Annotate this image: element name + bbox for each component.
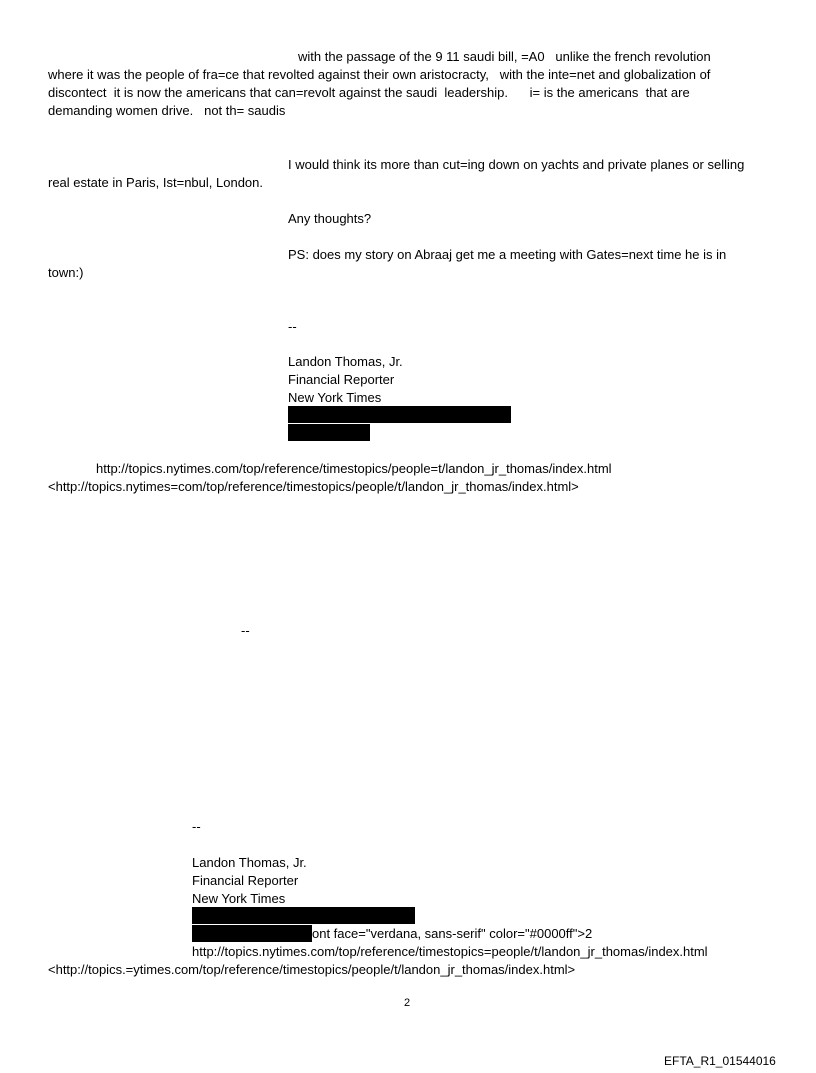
body-ps-line2: town:): [48, 265, 84, 280]
body-paragraph2-line2: real estate in Paris, Ist=nbul, London.: [48, 175, 263, 190]
redaction-block: [288, 406, 511, 423]
body-paragraph1-line3: discontect it is now the americans that can=revolt against the saudi leadership. i= is the americans that are: [48, 85, 690, 100]
body-thoughts-line: Any thoughts?: [288, 211, 372, 226]
signature1-name: Landon Thomas, Jr.: [288, 354, 403, 369]
bates-number: EFTA_R1_01544016: [664, 1054, 776, 1068]
signature2-dashes: --: [192, 819, 201, 834]
body-paragraph1-line1: with the passage of the 9 11 saudi bill, =A0 unlike the french revolution: [298, 49, 711, 64]
redaction-block: [192, 907, 415, 924]
body-paragraph1-line2: where it was the people of fra=ce that revolted against their own aristocracty, with the inte=net and globalization of: [48, 67, 711, 82]
signature1-title: Financial Reporter: [288, 372, 395, 387]
link1-url[interactable]: http://topics.nytimes.com/top/reference/timestopics/people=t/landon_jr_thomas/index.html: [96, 461, 612, 476]
signature2-org: New York Times: [192, 891, 286, 906]
link2-url-bracketed[interactable]: <http://topics.=ytimes.com/top/reference/timestopics/people/t/landon_jr_thomas/index.html>: [48, 962, 576, 977]
signature2-font-fragment: ont face="verdana, sans-serif" color="#0000ff">2: [312, 926, 593, 941]
link1-url-bracketed[interactable]: <http://topics.nytimes=com/top/reference/timestopics/people/t/landon_jr_thomas/index.html>: [48, 479, 579, 494]
signature1-dashes: --: [288, 319, 297, 334]
page-number: 2: [404, 997, 411, 1009]
signature2-name: Landon Thomas, Jr.: [192, 855, 307, 870]
signature2-title: Financial Reporter: [192, 873, 299, 888]
separator-dashes: --: [241, 623, 250, 638]
redaction-block: [288, 424, 370, 441]
signature1-org: New York Times: [288, 390, 382, 405]
body-paragraph2-line1: I would think its more than cut=ing down on yachts and private planes or selling: [288, 157, 745, 172]
body-paragraph1-line4: demanding women drive. not th= saudis: [48, 103, 286, 118]
redaction-block: [192, 925, 312, 942]
body-ps-line1: PS: does my story on Abraaj get me a meeting with Gates=next time he is in: [288, 247, 727, 262]
link2-url[interactable]: http://topics.nytimes.com/top/reference/timestopics=people/t/landon_jr_thomas/index.html: [192, 944, 708, 959]
